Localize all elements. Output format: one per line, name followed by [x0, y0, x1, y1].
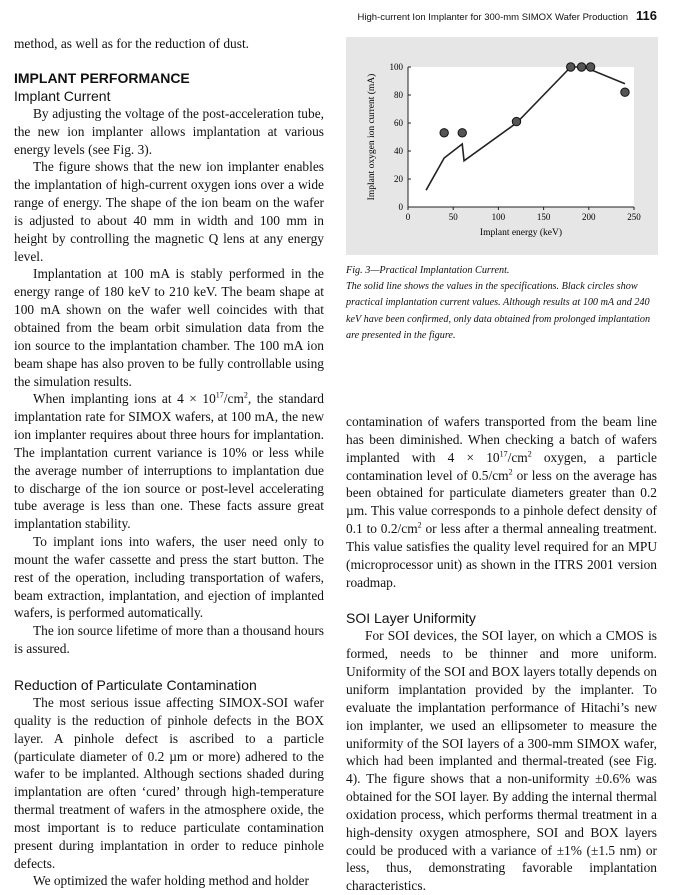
y-tick-label: 20	[394, 174, 403, 184]
left-column	[14, 35, 324, 890]
paragraph: We optimized the wafer holding method and holder	[33, 873, 309, 889]
data-point	[440, 129, 448, 137]
paragraph: The most serious issue affecting SIMOX-SOI wafer quality is the reduction of pinhole defects in the BOX layer. A pinhole defect is ascribed to a particle (particulate diameter of 0.2 µm or more) adhered to the wafer to be implanted. Although sections shaded during implantation are often ‘cured’ through high-temperature thermal treatment of wafers in the atmosphere oxide, the most important is to reduce particulate contamination present during implantation in order to reduce pinhole defects.	[14, 695, 324, 871]
x-tick-label: 100	[491, 212, 506, 222]
data-point	[586, 63, 594, 71]
paragraph: The figure shows that the new ion implanter enables the implantation of high-current oxygen ions over a wide range of energy. The shape of the ion beam on the wafer is adjusted to about 40 mm in width and 100 mm in height by controlling the magnetic Q lens at any energy level.	[14, 159, 324, 264]
x-tick-label: 0	[405, 212, 411, 222]
paragraph: For SOI devices, the SOI layer, on which a CMOS is formed, needs to be thinner and more uniform. Uniformity of the SOI and BOX layers totally depends on uniform implantation provided by the implanter. To evaluate the implantation performance of Hitachi’s new ion implanter, we used an ellipsometer to measure the uniformity of the SOI layers of a 300-mm SIMOX wafer, which had been implanted and thermal-treated (see Fig. 4). The figure shows that a non-uniformity ±0.6% was obtained for the SOI layer. By adding the internal thermal oxidation process, which performs thermal treatment in a high-density oxygen atmosphere, SOI and BOX layers could be produced with a variance of ±1% (±1.5 nm) or less, thus, demonstrating favorable implantation characteristics.	[346, 628, 657, 894]
subsection-title-particulate: Reduction of Particulate Contamination	[14, 677, 257, 693]
intro-line: method, as well as for the reduction of dust.	[14, 36, 250, 51]
subsection-title-soi: SOI Layer Uniformity	[346, 610, 476, 627]
caption-text: The solid line shows the values in the specifications. Black circles show practical implantation current values. Although results at 100 mA and 240 keV have been confirmed, only data obtained from prolonged implantation are presented in the figure.	[346, 281, 651, 341]
section-title: IMPLANT PERFORMANCE	[14, 69, 190, 86]
implant-current-chart	[346, 37, 658, 255]
right-column	[346, 413, 657, 895]
page-number: 116	[636, 8, 657, 23]
x-axis-label: Implant energy (keV)	[479, 228, 563, 238]
data-point	[577, 63, 585, 71]
y-tick-label: 80	[394, 90, 403, 100]
caption-label: Fig. 3—Practical Implantation Current.	[346, 265, 510, 276]
data-point	[567, 63, 575, 71]
subsection-title-implant-current: Implant Current	[14, 87, 111, 104]
figure-caption	[346, 263, 658, 344]
y-tick-label: 60	[394, 118, 403, 128]
running-title: High-current Ion Implanter for 300-mm SIMOX Wafer Production	[357, 12, 629, 23]
paragraph: contamination of wafers transported from the beam line has been diminished. When checking a batch of wafers implanted with $4 \times 10^{17}/cm^2$ oxygen, a particle contamination level of $0.5/cm^2$ or less on the average has been obtained for particulate diameters greater than 0.2 µm. This value corresponds to a pinhole defect density of 0.1 to $0.2/cm^2$ or less after a thermal annealing treatment. This value satisfies the quality level required for an MPU (microprocessor unit) as shown in the ITRS 2001 version roadmap.	[346, 414, 657, 590]
paragraph: Implantation at 100 mA is stably performed in the energy range of 180 keV to 210 keV. The beam shape at 100 mA shown on the wafer well coincides with that obtained from the beam orbit simulation data from the ion source to the implantation chamber. The 100 mA ion beam shape has also proven to be fully controllable using the simulation results.	[14, 266, 324, 389]
figure-3	[346, 37, 658, 255]
paragraph: The ion source lifetime of more than a thousand hours is assured.	[14, 623, 324, 657]
data-point	[458, 129, 466, 137]
x-tick-label: 150	[536, 212, 551, 222]
y-axis-label: Implant oxygen ion current (mA)	[367, 73, 377, 201]
x-tick-label: 50	[448, 212, 458, 222]
paragraph: To implant ions into wafers, the user need only to mount the wafer cassette and press the start button. The rest of the operation, including transportation of wafers, beam extraction, implantation, and ejection of implanted wafers, is performed automatically.	[14, 534, 324, 621]
x-tick-label: 250	[627, 212, 641, 222]
plot-area	[408, 67, 634, 207]
y-tick-label: 0	[398, 202, 403, 212]
data-point	[621, 88, 629, 96]
paragraph: By adjusting the voltage of the post-acceleration tube, the new ion implanter allows implantation at various energy levels (see Fig. 3).	[14, 105, 324, 157]
data-point	[512, 117, 520, 125]
paragraph: When implanting ions at $4 \times 10^{17}/cm^2$, the standard implantation rate for SIMOX wafers, at 100 mA, the new ion implanter requires about three hours for implantation. The implantation current variance is 10% or less while the average number of interruptions to implantation due to discharge of the ion source or post-level accelerating tube average is less than one. These facts assure great implantation stability.	[14, 390, 324, 532]
running-header	[358, 8, 657, 23]
y-tick-label: 40	[394, 146, 403, 156]
x-tick-label: 200	[582, 212, 596, 222]
y-tick-label: 100	[389, 62, 403, 72]
